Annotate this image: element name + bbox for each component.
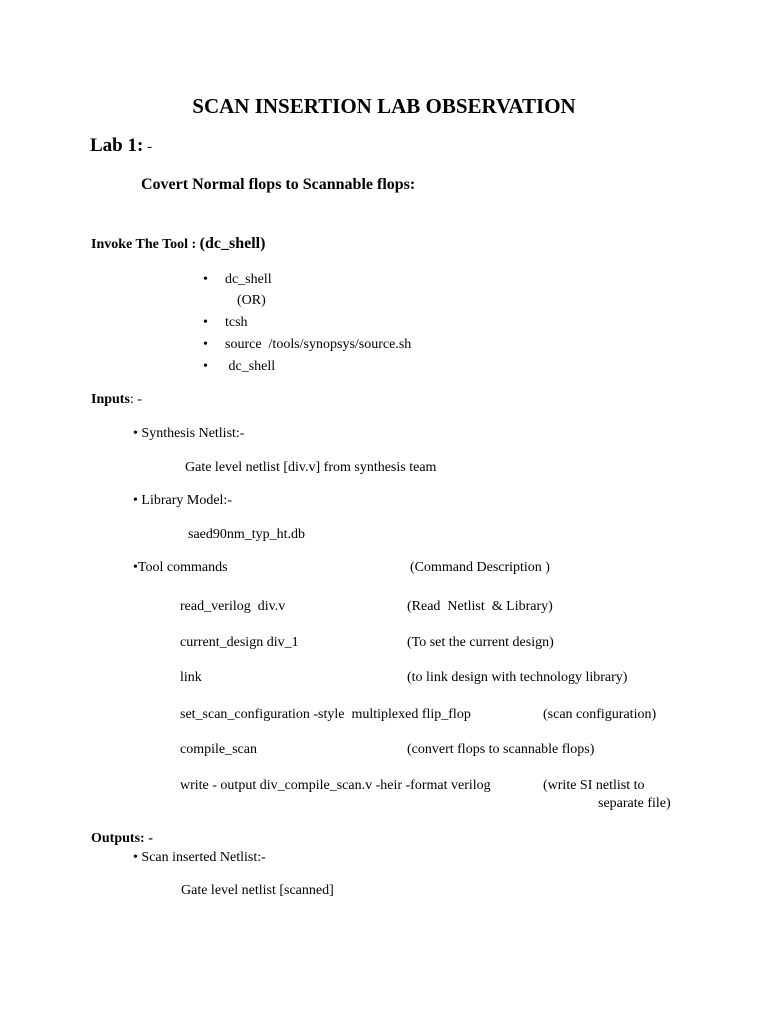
scan-netlist-value: Gate level netlist [scanned]: [181, 883, 334, 898]
list-item: [237, 293, 266, 309]
list-item: [203, 272, 272, 288]
bullet-icon: •: [203, 272, 208, 287]
command-description: (To set the current design): [407, 635, 554, 650]
list-item: [203, 337, 411, 353]
command-text: link: [180, 670, 202, 685]
invoke-step-text: (OR): [237, 293, 266, 308]
invoke-label: Invoke The Tool :: [91, 237, 200, 252]
invoke-step-text: source /tools/synopsys/source.sh: [225, 337, 412, 352]
command-description: (convert flops to scannable flops): [407, 742, 595, 757]
lab-number: Lab 1:: [90, 135, 144, 156]
bullet-icon: •: [203, 337, 208, 352]
outputs-suffix: : -: [140, 831, 153, 846]
command-text: write - output div_compile_scan.v -heir -format verilog: [180, 778, 491, 793]
list-item: [203, 359, 275, 375]
invoke-tool: (dc_shell): [199, 235, 266, 252]
invoke-step-text: dc_shell: [225, 359, 276, 374]
list-item: [203, 315, 248, 331]
inputs-label: Inputs: [91, 392, 130, 407]
invoke-heading: [91, 235, 265, 253]
inputs-heading: [91, 392, 142, 408]
invoke-step-text: tcsh: [225, 315, 248, 330]
scan-netlist-label: • Scan inserted Netlist:-: [133, 850, 266, 865]
bullet-icon: •: [203, 315, 208, 330]
command-description: (scan configuration): [543, 707, 657, 722]
outputs-heading: [91, 831, 153, 847]
synthesis-netlist-value: Gate level netlist [div.v] from synthesis team: [185, 460, 437, 475]
command-text: read_verilog div.v: [180, 599, 286, 614]
command-text: set_scan_configuration -style multiplexed flip_flop: [180, 707, 471, 722]
inputs-suffix: : -: [129, 392, 142, 407]
bullet-icon: •: [203, 359, 208, 374]
command-text: current_design div_1: [180, 635, 299, 650]
command-description-label: (Command Description ): [410, 560, 550, 575]
command-description-continued: separate file): [598, 796, 671, 811]
invoke-step-text: dc_shell: [225, 272, 272, 287]
tool-commands-label: •Tool commands: [133, 560, 228, 575]
page-title: SCAN INSERTION LAB OBSERVATION: [192, 94, 576, 118]
command-text: compile_scan: [180, 742, 257, 757]
lab-dash: -: [143, 139, 153, 155]
outputs-label: Outputs: [91, 831, 141, 846]
library-model-label: • Library Model:-: [133, 493, 232, 508]
command-description: (to link design with technology library): [407, 670, 628, 685]
lab-heading: [90, 135, 152, 157]
synthesis-netlist-label: • Synthesis Netlist:-: [133, 426, 245, 441]
lab-subtitle: Covert Normal flops to Scannable flops:: [141, 176, 416, 193]
command-description: (write SI netlist to: [543, 778, 645, 793]
library-model-value: saed90nm_typ_ht.db: [188, 527, 306, 542]
command-description: (Read Netlist & Library): [407, 599, 553, 614]
